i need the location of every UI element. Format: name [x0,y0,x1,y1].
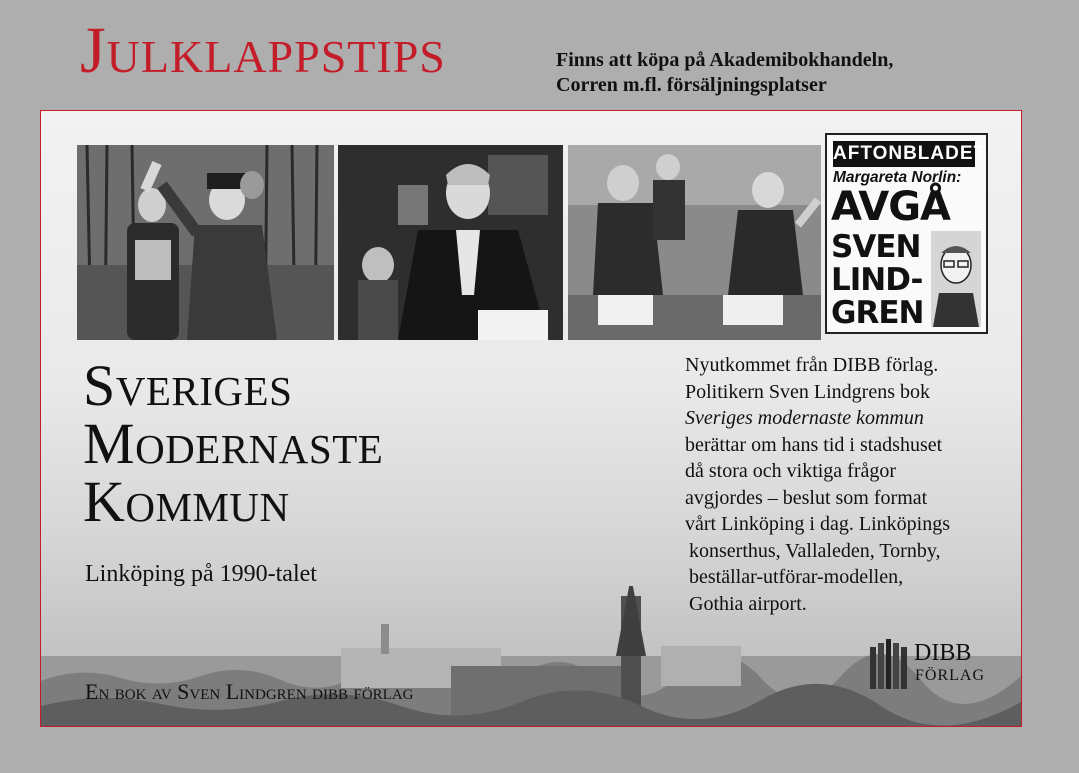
header-subtitle-line1: Finns att köpa på Akademibokhandeln, [556,49,894,71]
photo-woman-in-forest [77,145,334,340]
dibb-logo-mark-icon [866,639,910,689]
photo-football-players [568,145,821,340]
book-title-line3: Kommun [83,469,290,534]
description-line: vårt Linköping i dag. Linköpings [685,513,950,535]
description-line: berättar om hans tid i stadshuset [685,433,943,456]
description-line: då stora och viktiga frågor [685,460,897,482]
description-line: avgjordes – beslut som format [685,486,928,509]
newspaper-headline-1: AVGÅ [831,184,950,230]
description-line: Politikern Sven Lindgrens bok [685,380,930,403]
description-line: beställar-utförar-modellen, [689,566,904,588]
author-line: En bok av Sven Lindgren dibb förlag [85,679,414,704]
ad-panel [40,110,1022,727]
book-title-line1: Sveriges [83,353,293,418]
header-title: Julklappstips [80,14,446,87]
logo-text-forlag: FÖRLAG [915,667,986,684]
logo-text-dibb: DIBB [914,640,972,666]
book-title [83,353,384,534]
book-subtitle: Linköping på 1990-talet [85,561,317,587]
dibb-forlag-logo [866,639,1006,693]
description-line: Gothia airport. [689,592,807,615]
header-subtitle [556,48,893,98]
newspaper-masthead: AFTONBLADET [833,141,975,167]
description-line: konserthus, Vallaleden, Tornby, [689,539,941,562]
newspaper-headline-2: SVEN [831,229,921,265]
description-line-book-title: Sveriges modernaste kommun [685,407,924,429]
book-title-line2: Modernaste [83,411,384,476]
photo-man-in-suit [338,145,563,340]
description-line: Nyutkommet från DIBB förlag. [685,354,939,376]
newspaper-byline: Margareta Norlin: [833,169,962,186]
newspaper-headline-3: LIND- [831,262,923,298]
newspaper-portrait [931,231,981,327]
newspaper-clipping [825,133,988,334]
book-description [685,352,1005,617]
header-subtitle-line2: Corren m.fl. försäljningsplatser [556,74,827,96]
newspaper-headline-4: GREN [831,295,924,331]
